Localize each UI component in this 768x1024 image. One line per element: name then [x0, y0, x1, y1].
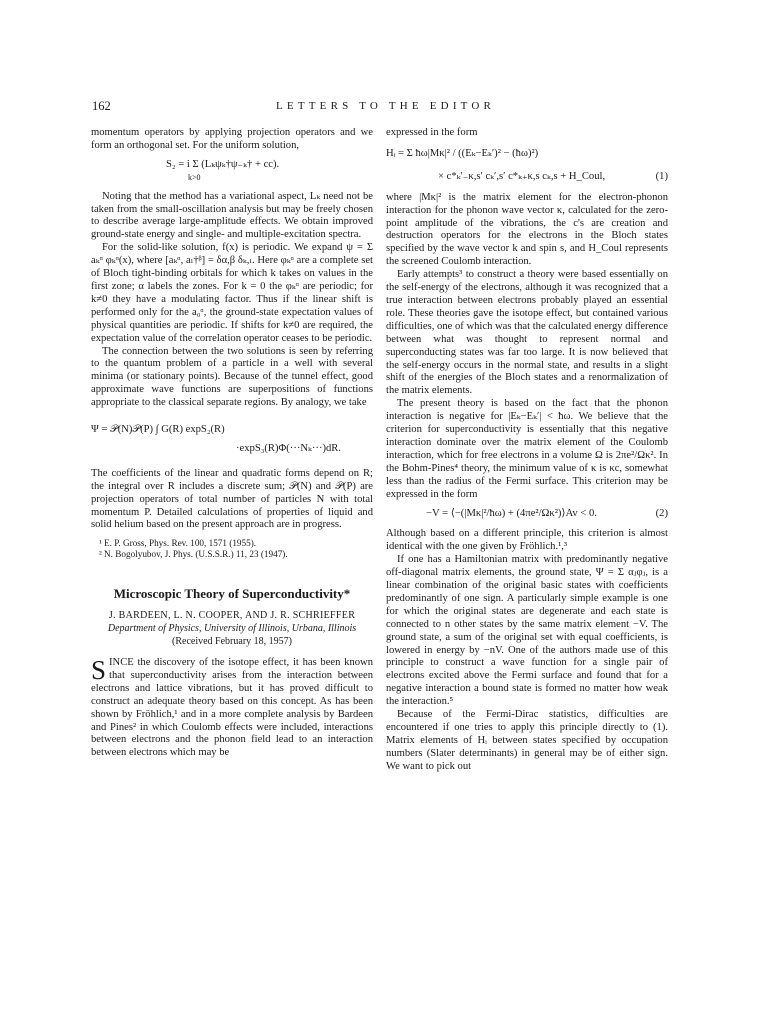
right-paragraph-6: If one has a Hamiltonian matrix with predominantly negative off-diagonal matrix elements, the ground state, Ψ = Σ αⱼφⱼ, is a linear combination of the original basic states with coefficients predominantly of one sign. A particularly simple example is one for which the original states are degenerate and each state is connected to n other states by the same matrix element −V. The ground state, a sum of the original set with equal coefficients, is lowered in energy by −nV. One of the authors made use of this principle to construct a wave function for a single pair of electrons excited above the Fermi surface and found that for a negative interaction a bound state is formed no matter how weak the interaction.⁵	[386, 554, 668, 708]
page-number: 162	[92, 99, 111, 113]
right-paragraph-7: Because of the Fermi-Dirac statistics, difficulties are encountered if one tries to apply this principle directly to (1). Matrix elements of Hᵢ between states specified by occupation numbers (Slater determinants) in general may be of either sign. We want to pick out	[386, 709, 668, 772]
equation-hamiltonian-line-1: Hᵢ = Σ ħω|Mκ|² / ((Eₖ−Eₖ′)² − (ħω)²)	[386, 147, 539, 159]
right-paragraph-4: The present theory is based on the fact that the phonon interaction is negative for |Eₖ−Eₖ′| < ħω. We believe that the criterion for superconductivity is essentially that this negative interaction dominate over the matrix element of the Coulomb interaction, which for free electrons in a volume Ω is 2πe²/Ωκ². In the Bohm-Pines⁴ theory, the minimum value of κ is κc, somewhat less than the radius of the Fermi surface. This criterion may be expressed in the form	[386, 398, 668, 500]
left-paragraph-5: The coefficients of the linear and quadratic forms depend on R; the integral over R includes a discrete sum; 𝒫(N) and 𝒫(P) are projection operators of total number of particles N with total momentum P. Detailed calculations of properties of liquid and solid helium based on the present approach are in progress.	[91, 467, 373, 531]
equation-psi-line-1: Ψ = 𝒫(N)𝒫(P) ∫ G(R) expS₂(R)	[91, 424, 225, 436]
equation-s2-subscript: k>0	[188, 172, 201, 182]
right-paragraph-1: expressed in the form	[386, 127, 478, 138]
footnote-1: ¹ E. P. Gross, Phys. Rev. 100, 1571 (1955).	[99, 538, 257, 549]
left-paragraph-1: momentum operators by applying projection operators and we form an orthogonal set. For the uniform solution,	[91, 127, 373, 151]
article-intro-paragraph: SINCE the discovery of the isotope effect, it has been known that superconductivity arises from the interaction between electrons and lattice vibrations, but it has proved difficult to construct an adequate theory based on this concept. As has been shown by Fröhlich,¹ and in a more complete analysis by Bardeen and Pines² in which Coulomb effects were included, interactions between electrons and the phonon field lead to an interaction between electrons which may be	[91, 655, 373, 759]
right-paragraph-2: where |Mκ|² is the matrix element for the electron-phonon interaction for the phonon wave vector κ, calculated for the zero-point amplitude of the vibrations, the c's are creation and destruction operators for the electrons in the Bloch states specified by the wave vector k and spin s, and H_Coul represents the screened Coulomb interaction.	[386, 191, 668, 268]
equation-number-1: (1)	[655, 170, 668, 182]
article-authors: J. BARDEEN, L. N. COOPER, AND J. R. SCHRIEFFER	[108, 610, 356, 622]
running-title: LETTERS TO THE EDITOR	[276, 100, 496, 112]
right-paragraph-5: Although based on a different principle, this criterion is almost identical with the one given by Fröhlich.¹,³	[386, 528, 668, 553]
article-title: Microscopic Theory of Superconductivity*	[113, 586, 351, 602]
drop-cap: S	[91, 655, 107, 685]
article-affiliation: Department of Physics, University of Illinois, Urbana, Illinois	[107, 623, 357, 635]
equation-hamiltonian	[386, 148, 668, 184]
equation-s2: S₂ = i Σ (Lₖψₖ†ψ₋ₖ† + cc). k>0	[166, 158, 280, 182]
received-date: (Received February 18, 1957)	[172, 636, 292, 648]
left-paragraph-2: Noting that the method has a variational aspect, Lₖ need not be taken from the small-oscillation analysis but may be freely chosen to describe average large-amplitude effects. We obtain improved ground-state energy and single- and multiple-excitation spectra.	[91, 190, 373, 241]
equation-psi-line-2: ·expS₃(R)Φ(···Nₖ···)dR.	[236, 442, 342, 454]
equation-hamiltonian-line-2: × c*ₖ′₋κ,s′ cₖ′,s′ c*ₖ₊κ,s cₖ,s + H_Coul, (1)	[438, 170, 668, 182]
equation-criterion: −V = ⟨−(|Mκ|²/ħω) + (4πe²/Ωκ²)⟩Av < 0. (2)	[426, 508, 668, 520]
right-column	[386, 127, 668, 774]
left-paragraph-3: For the solid-like solution, f(x) is periodic. We expand ψ = Σ aₖᵅ φₖᵅ(x), where [aₖᵅ, aₗ†ᵝ] = δα,β δₖ,ₗ. Here φₖᵅ are a complete set of Bloch tight-binding orbitals for which k takes on values in the first zone; α labels the zones. For k = 0 the φₖᵅ are periodic; for k≠0 they have a modulating factor. Thus if the linear shift is performed only for the a₀ᵅ, the ground-state expectation values of physical quantities are periodic. If shifts for k≠0 are required, the expectation value of the correlation operator ceases to be periodic.	[91, 242, 373, 344]
left-paragraph-4: The connection between the two solutions is seen by referring to the quantum problem of a particle in a well with several minima (or stationary points). Because of the tunnel effect, good approximate wave functions are superpositions of functions appropriate to the classical separate regions. By analogy, we take	[91, 345, 373, 409]
right-paragraph-3: Early attempts³ to construct a theory were based essentially on the self-energy of the electrons, although it was recognized that a true interaction between electrons probably played an essential role. These theories gave the isotope effect, but contained various difficulties, one of which was that the calculated energy difference between what was thought to represent normal and superconducting states was far too large. It is now believed that the self-energy occurs in the normal state, and results in a slight shift of the energies of the Bloch states and a renormalization of the matrix elements.	[386, 269, 668, 397]
left-column	[91, 127, 373, 760]
footnote-2: ² N. Bogolyubov, J. Phys. (U.S.S.R.) 11, 23 (1947).	[99, 549, 288, 560]
equation-number-2: (2)	[655, 508, 668, 520]
equation-psi	[91, 424, 373, 456]
